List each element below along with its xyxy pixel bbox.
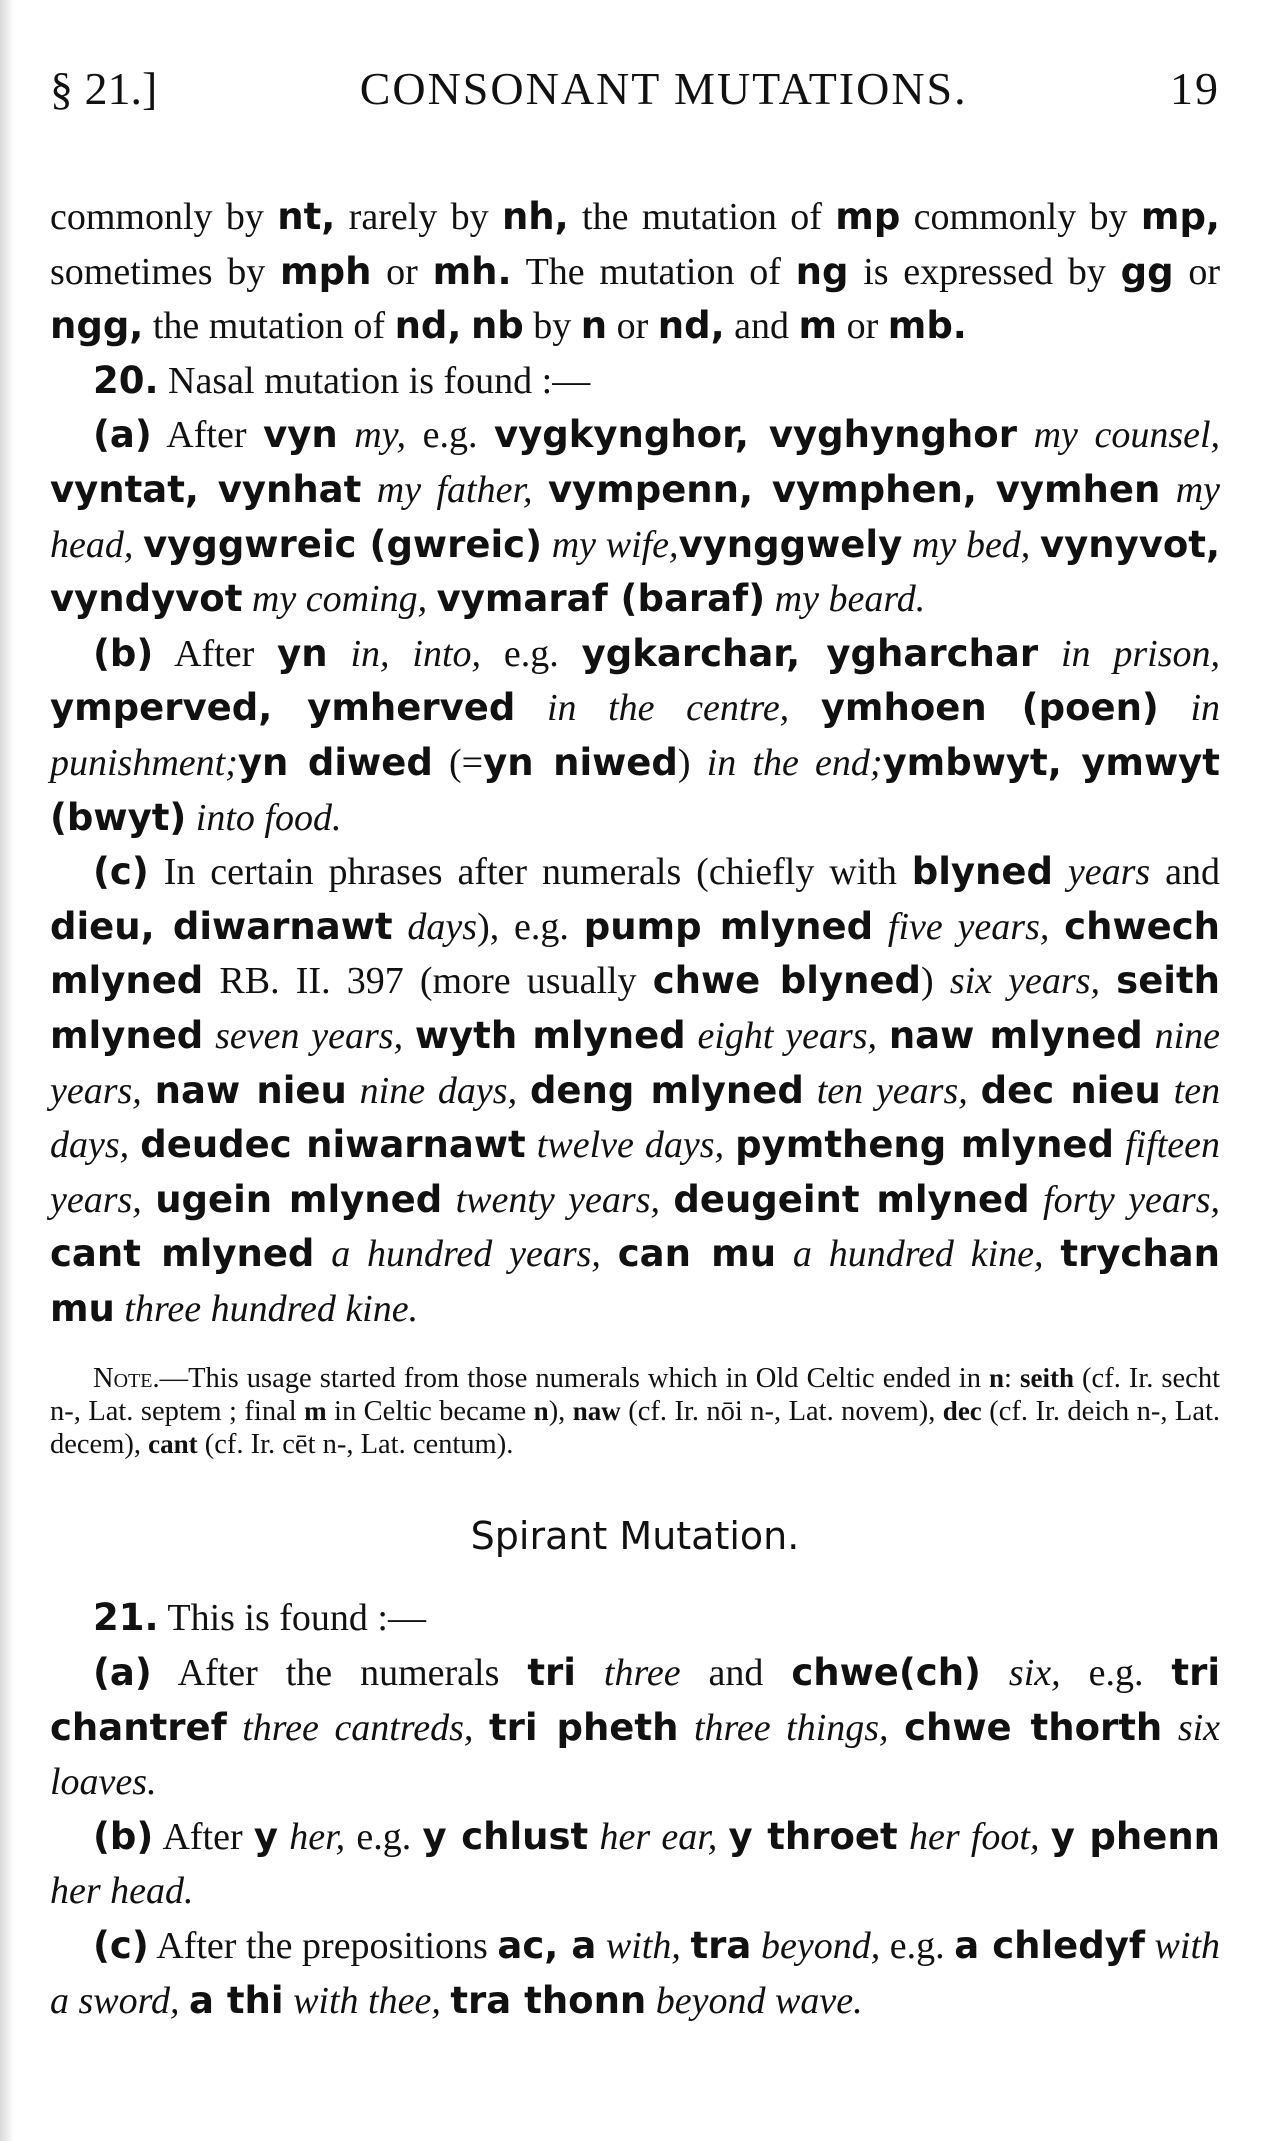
paragraph-20: 20. Nasal mutation is found :— [93, 358, 591, 402]
section-heading-spirant: Spirant Mutation. [470, 1514, 800, 1559]
paragraph-21a: (a) After the numerals tri three and chwe(ch) six, e.g. tri chantref three cantreds, tri pheth three things, chwe thorth six loaves. [50, 1651, 1221, 1804]
paragraph-21c: (c) After the prepositions ac, a with, tra beyond, e.g. a chledyf with a sword, a thi with thee, tra thonn beyond wave. [50, 1924, 1221, 2022]
note-block [50, 1362, 1220, 1461]
paragraph-21b: (b) After y her, e.g. y chlust her ear, y throet her foot, y phenn her head. [50, 1814, 1221, 1913]
note-label: Note. [93, 1363, 160, 1395]
page-number: 19 [1170, 63, 1220, 114]
section-number-21: 21. [93, 1596, 159, 1640]
paragraph-20b: (b) After yn in, into, e.g. ygkarchar, ygharchar in prison, ymperved, ymherved in the centre, ymhoen (poen) in punishment;yn diwed (=yn niwed) in the end;ymbwyt, ymwyt (bwyt) into food. [50, 631, 1221, 839]
book-page [50, 62, 1220, 2028]
paragraph-21: 21. This is found :— [93, 1596, 426, 1640]
paragraph-20a: (a) After vyn my, e.g. vygkynghor, vyghynghor my counsel, vyntat, vynhat my father, vympenn, vymphen, vymhen my head, vyggwreic (gwreic) my wife,vynggwely my bed, vynyvot, vyndyvot my coming, vymaraf (baraf) my beard. [50, 413, 1221, 621]
page-title: CONSONANT MUTATIONS. [359, 63, 968, 114]
running-header [50, 62, 1220, 132]
page-edge-shadow [0, 0, 14, 2141]
section-number-20: 20. [93, 358, 159, 402]
page-body [50, 190, 1220, 2028]
paragraph-20c: (c) In certain phrases after numerals (chiefly with blyned years and dieu, diwarnawt days), e.g. pump mlyned five years, chwech mlyned RB. II. 397 (more usually chwe blyned) six years, seith mlyned seven years, wyth mlyned eight years, naw mlyned nine years, naw nieu nine days, deng mlyned ten years, dec nieu ten days, deudec niwarnawt twelve days, pymtheng mlyned fifteen years, ugein mlyned twenty years, deugeint mlyned forty years, cant mlyned a hundred years, can mu a hundred kine, trychan mu three hundred kine. [50, 850, 1221, 1330]
paragraph-continuation: commonly by nt, rarely by nh, the mutation of mp commonly by mp, sometimes by mph or mh. The mutation of ng is expressed by gg or ngg, the mutation of nd, nb by n or nd, and m or mb. [50, 195, 1220, 348]
section-reference: § 21.] [50, 63, 158, 114]
note-paragraph: Note.—This usage started from those numerals which in Old Celtic ended in n: seith (cf. Ir. secht n-, Lat. septem ; final m in Celtic became n), naw (cf. Ir. nōi n-, Lat. novem), dec (cf. Ir. deich n-, Lat. decem), cant (cf. Ir. cēt n-, Lat. centum). [50, 1363, 1221, 1461]
